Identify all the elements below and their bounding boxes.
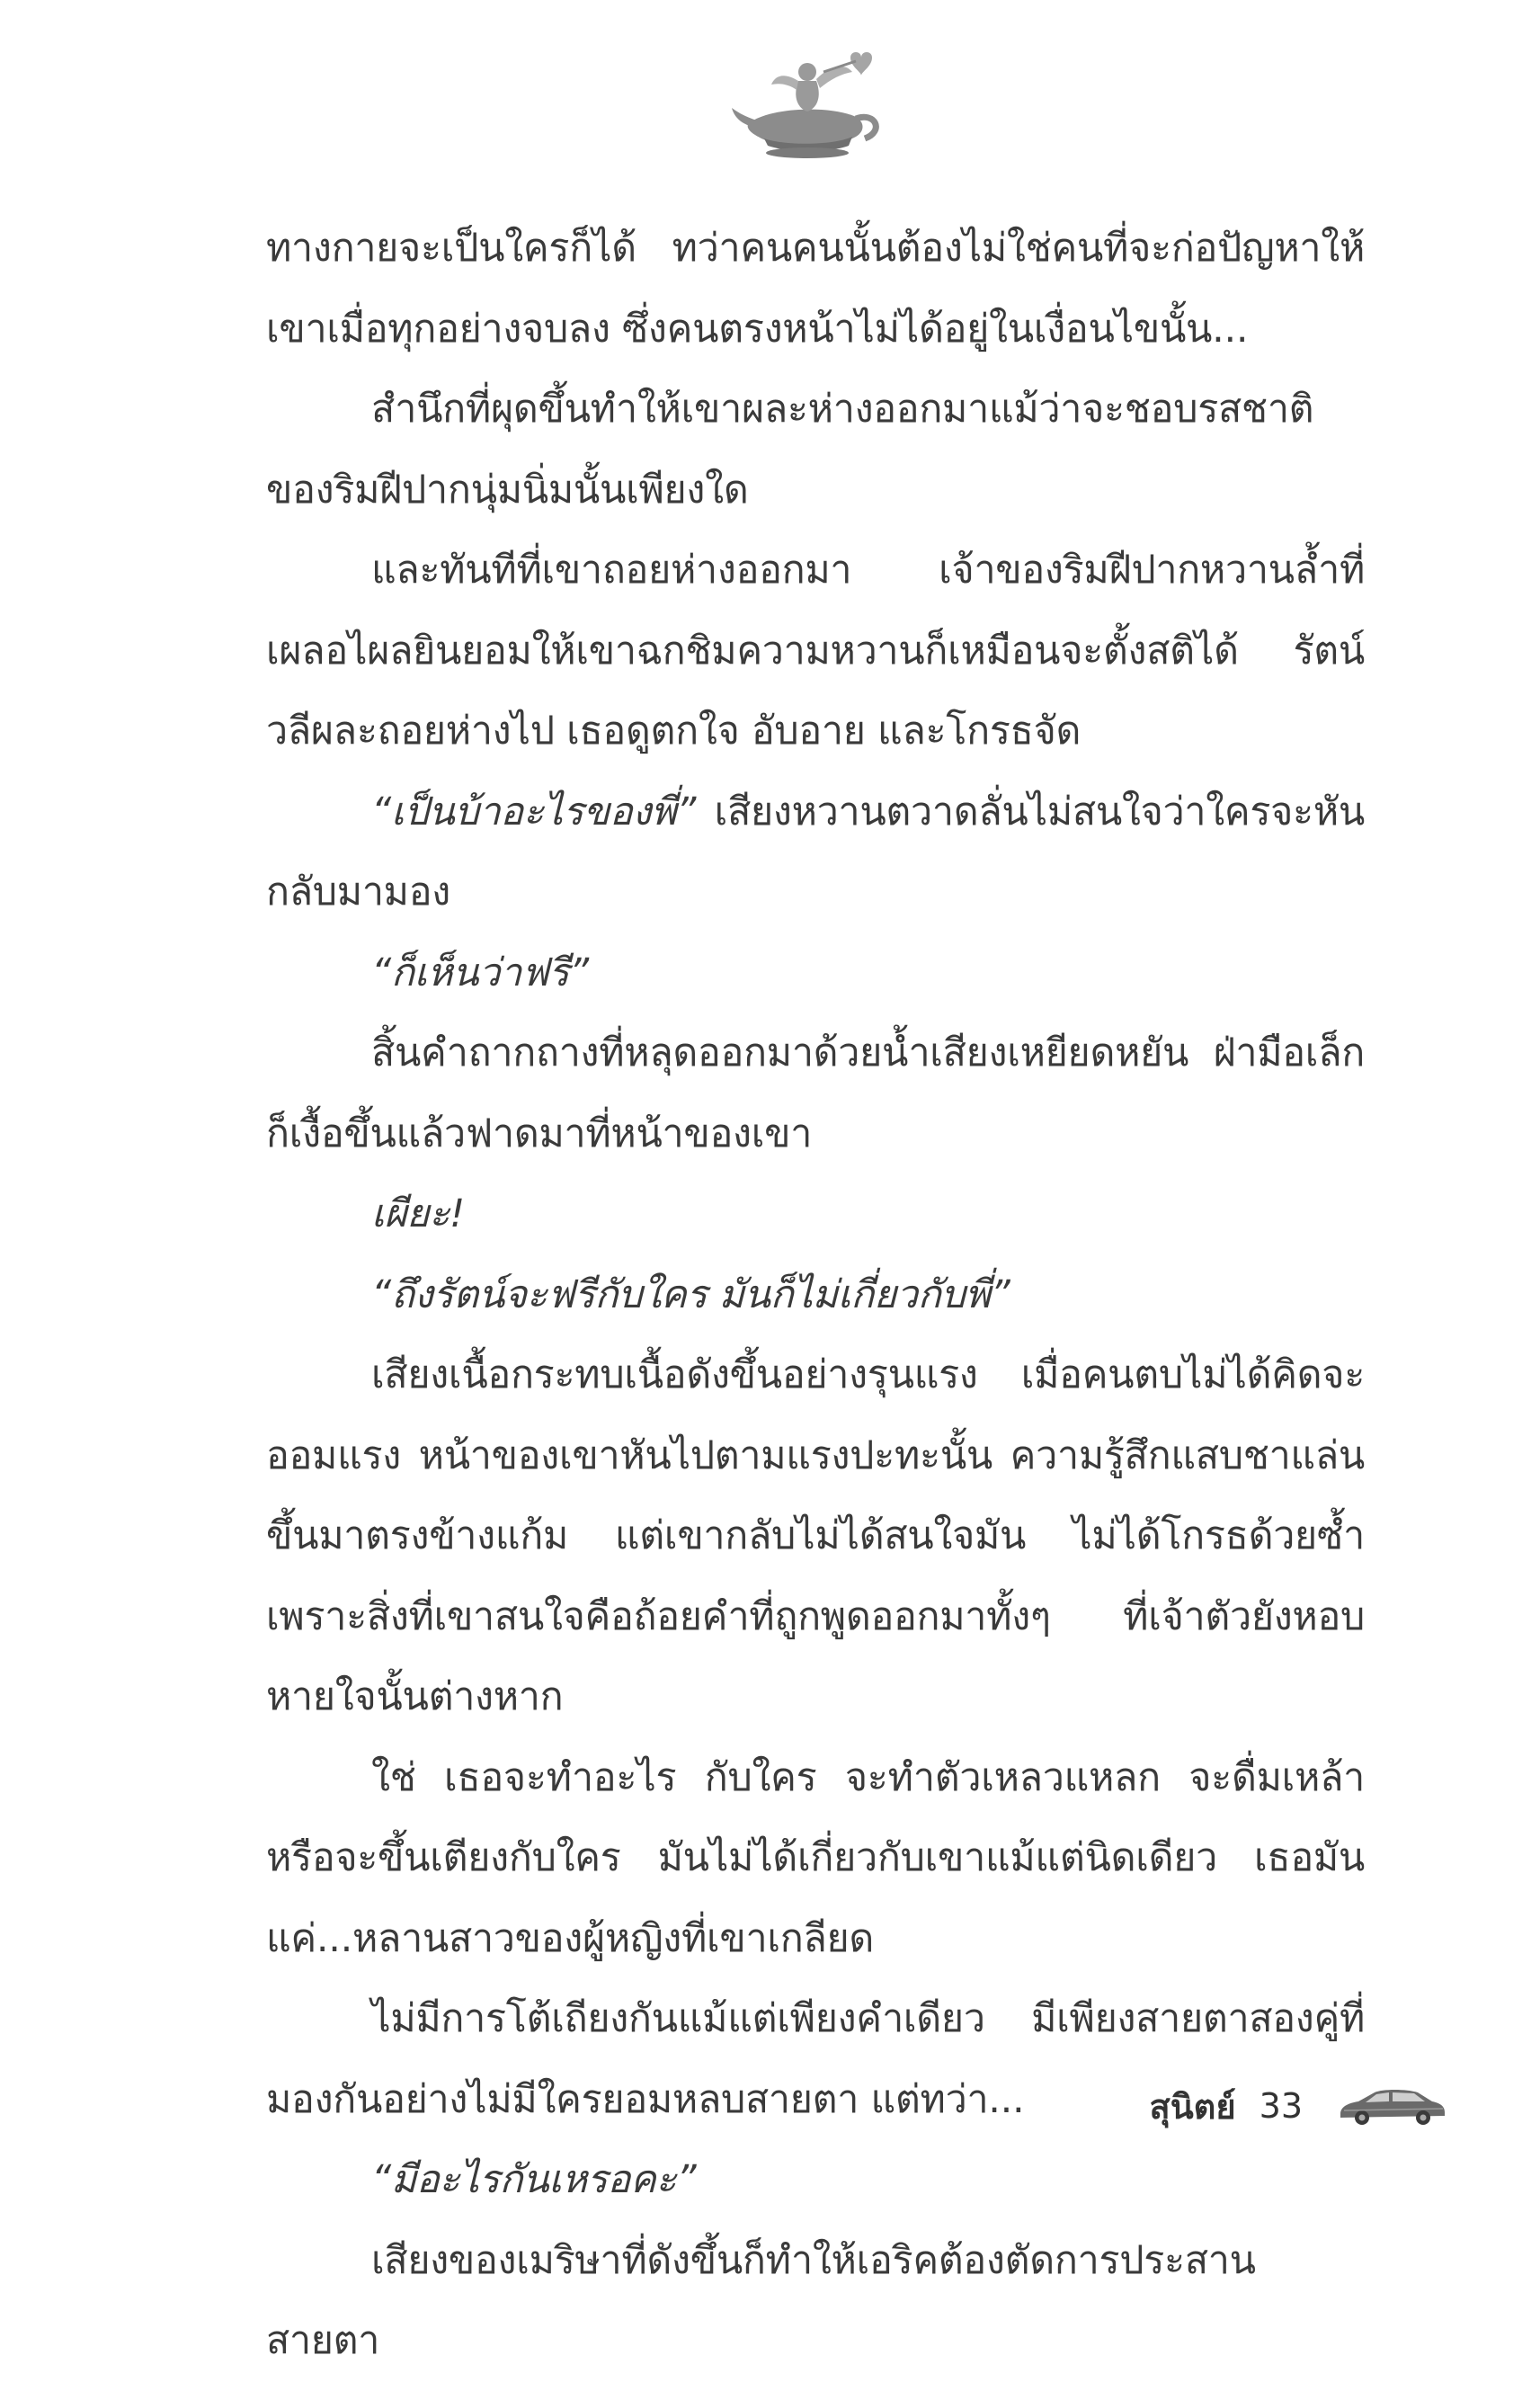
- paragraph: และทันทีที่เขาถอยห่างออกมา เจ้าของริมฝีปากหวานล้ำที่เผลอไผลยินยอมให้เขาฉกชิมความหวานก็เหมือนจะตั้งสติได้ รัตน์วลีผละถอยห่างไป เธอดูตกใจ อับอาย และโกรธจัด: [266, 548, 1365, 754]
- paragraph: ทางกายจะเป็นใครก็ได้ ทว่าคนคนนั้นต้องไม่ใช่คนที่จะก่อปัญหาให้เขาเมื่อทุกอย่างจบลง ซึ่งคนตรงหน้าไม่ได้อยู่ในเงื่อนไขนั้น...: [266, 226, 1365, 352]
- cupid-teapot-ornament-icon: [730, 45, 888, 162]
- author-name: สุนิตย์: [1149, 2086, 1236, 2127]
- dialogue-line: “ถึงรัตน์จะฟรีกับใคร มันก็ไม่เกี่ยวกับพี่”: [371, 1271, 1010, 1317]
- car-icon: [1335, 2083, 1448, 2128]
- paragraph: ไม่มีการโต้เถียงกันแม้แต่เพียงคำเดียว มีเพียงสายตาสองคู่ที่มองกันอย่างไม่มีใครยอมหลบสายตา แต่ทว่า...: [266, 1996, 1365, 2122]
- dialogue-quote: “เป็นบ้าอะไรของพี่”: [371, 789, 697, 834]
- dialogue-line: “มีอะไรกันเหรอคะ”: [371, 2157, 697, 2202]
- page-number: 33: [1259, 2086, 1303, 2126]
- paragraph: เสียงของเมริษาที่ดังขึ้นก็ทำให้เอริคต้องตัดการประสานสายตา: [266, 2237, 1256, 2363]
- paragraph: เสียงเนื้อกระทบเนื้อดังขึ้นอย่างรุนแรง เมื่อคนตบไม่ได้คิดจะออมแรง หน้าของเขาหันไปตามแรงปะทะนั้น ความรู้สึกแสบชาแล่นขึ้นมาตรงข้างแก้ม แต่เขากลับไม่ได้สนใจมัน ไม่ได้โกรธด้วยซ้ำ เพราะสิ่งที่เขาสนใจคือถ้อยคำที่ถูกพูดออกมาทั้งๆ ที่เจ้าตัวยังหอบหายใจนั้นต่างหาก: [266, 1352, 1365, 1719]
- paragraph: สำนึกที่ผุดขึ้นทำให้เขาผละห่างออกมาแม้ว่าจะชอบรสชาติของริมฝีปากนุ่มนิ่มนั้นเพียงใด: [266, 387, 1314, 513]
- dialogue-line: “ก็เห็นว่าฟรี”: [371, 950, 589, 995]
- sound-effect-line: เผียะ!: [371, 1191, 465, 1236]
- paragraph: สิ้นคำถากถางที่หลุดออกมาด้วยน้ำเสียงเหยียดหยัน ฝ่ามือเล็กก็เงื้อขึ้นแล้วฟาดมาที่หน้าของเขา: [266, 1030, 1365, 1156]
- paragraph: ใช่ เธอจะทำอะไร กับใคร จะทำตัวเหลวแหลก จะดื่มเหล้า หรือจะขึ้นเตียงกับใคร มันไม่ได้เกี่ยวกับเขาแม้แต่นิดเดียว เธอมันแค่...หลานสาวของผู้หญิงที่เขาเกลียด: [266, 1754, 1365, 1961]
- chapter-body: [266, 209, 1365, 2382]
- paragraph-dialogue-mixed: [266, 772, 1365, 933]
- narration: เสียงหวานตวาดลั่นไม่สนใจว่าใครจะหันกลับมามอง: [266, 789, 1365, 914]
- page-footer: [1150, 2079, 1448, 2133]
